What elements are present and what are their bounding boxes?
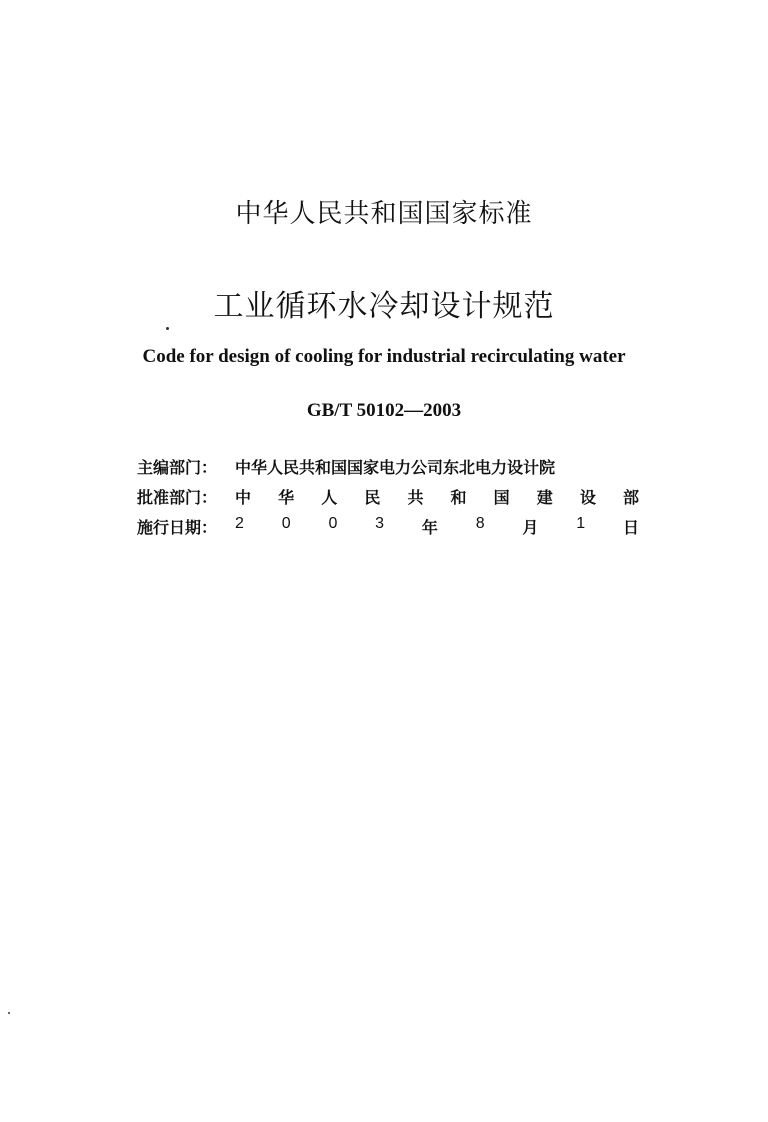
approval-char: 华 xyxy=(278,488,295,507)
approval-char: 民 xyxy=(364,488,381,507)
effective-date-label: 施行日期： xyxy=(137,518,218,537)
approval-department-row xyxy=(137,485,639,507)
national-standard-heading: 中华人民共和国国家标准 xyxy=(235,199,533,229)
date-char: 3 xyxy=(375,515,385,532)
date-char: 月 xyxy=(522,518,539,537)
editor-department-value: 中华人民共和国国家电力公司东北电力设计院 xyxy=(235,458,556,477)
approval-char: 和 xyxy=(450,488,467,507)
editor-department-label: 主编部门： xyxy=(137,458,218,477)
english-title: Code for design of cooling for industrial recirculating water xyxy=(142,346,626,367)
date-char: 年 xyxy=(421,518,438,537)
approval-char: 中 xyxy=(235,488,252,507)
date-char: 8 xyxy=(475,515,485,532)
standard-code: GB/T 50102—2003 xyxy=(306,400,462,421)
date-char: 2 xyxy=(235,515,244,532)
date-char: 0 xyxy=(281,515,291,532)
approval-char: 人 xyxy=(321,488,338,507)
scan-speck xyxy=(8,1012,10,1014)
date-char: 1 xyxy=(576,515,586,532)
date-char: 0 xyxy=(328,515,338,532)
approval-char: 建 xyxy=(536,488,553,507)
date-char: 日 xyxy=(622,518,639,537)
chinese-title: 工业循环水冷却设计规范 xyxy=(213,289,555,324)
approval-department-value xyxy=(235,485,639,508)
approval-department-label: 批准部门： xyxy=(137,488,218,507)
effective-date-value xyxy=(235,515,639,538)
approval-char: 共 xyxy=(407,488,424,507)
effective-date-row xyxy=(137,515,639,537)
approval-char: 部 xyxy=(622,488,639,507)
approval-char: 国 xyxy=(493,488,510,507)
editor-department-row xyxy=(137,455,639,477)
approval-char: 设 xyxy=(579,488,596,507)
scan-speck xyxy=(166,327,169,330)
